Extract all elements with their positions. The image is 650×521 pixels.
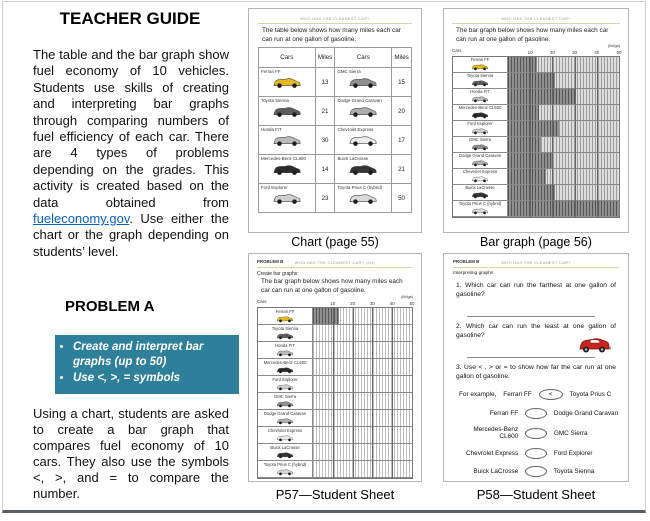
comparison-pair-row (453, 408, 619, 419)
pair-right-car: GMC Sierra (553, 429, 588, 437)
example-prefix: For example, (459, 391, 497, 399)
worksheet-running-head: WHO HAS THE CLEANEST CAR? (501, 260, 571, 265)
bar-row (258, 444, 412, 461)
bar-row (453, 153, 619, 169)
bar (313, 308, 339, 324)
car-cell: GMC Sierra (335, 68, 392, 97)
comparison-pair-row (453, 426, 619, 440)
worksheet-topbar (258, 15, 412, 22)
fueleconomy-link[interactable]: fueleconomy.gov (33, 211, 130, 227)
comparison-pairs-list (453, 408, 619, 478)
car-icon (276, 417, 294, 425)
example-left-car: Ferrari FF (503, 391, 532, 399)
bar-graph-blank (257, 307, 413, 479)
worksheet-running-head: WHO HAS THE CLEANEST CAR? (2/4) (294, 260, 376, 265)
bar-cell (313, 393, 412, 409)
bar-row (258, 461, 412, 478)
car-icon (471, 63, 489, 71)
problem-a-skills-box (55, 335, 239, 394)
problem-label: PROBLEM B (453, 259, 480, 264)
bar-row (258, 427, 412, 444)
guide-intro-text-after: . Use either the chart or the graph depending on students’ level. (33, 211, 229, 259)
car-cell: Ferrari FF (259, 68, 316, 97)
x-axis-unit-label: (Mi/ga) (401, 295, 413, 300)
bar-row (453, 57, 619, 73)
header-rule (258, 23, 412, 24)
x-axis-tick: 20 (549, 50, 555, 56)
car-icon (471, 175, 489, 183)
pair-left-car: Ferrari FF (489, 409, 519, 417)
bar-row-label: Mercedes-Benz CL600 (258, 359, 313, 375)
red-car-clipart (577, 336, 611, 358)
car-cell: Dodge Grand Caravan (335, 97, 392, 126)
car-cell: Ford Explorer (259, 184, 316, 213)
slide-page (2, 1, 646, 513)
bar-row-label: Chevrolet Express (258, 427, 313, 443)
table-row (259, 126, 412, 155)
column-header: Miles (392, 48, 412, 68)
x-axis-tick: 40 (389, 301, 395, 307)
bar (508, 137, 541, 152)
caption-p58: P58—Student Sheet (476, 487, 596, 502)
bar (508, 185, 555, 200)
bar-row-label: Toyota Prius C (hybrid) (453, 201, 508, 216)
skills-list (57, 340, 234, 387)
car-cell: Buick LaCrosse (335, 155, 392, 184)
bar-cell (313, 308, 412, 324)
bar-row-label: Toyota Prius C (hybrid) (258, 461, 313, 477)
table-row (259, 184, 412, 213)
bar-cell (313, 342, 412, 358)
thumbnail-p58-student-sheet (443, 253, 629, 482)
example-symbol-oval: < (539, 389, 563, 400)
skill-item: • Create and interpret bar graphs (up to 50) (73, 340, 234, 370)
guide-intro-text-before: The table and the bar graph show fuel economy of 10 vehicles. Students use skills of creating and interpreting bar graphs through comparing numbers of fuel efficiency of each car. There are 4 types of problems depending on the grades. This activity is created based on the data obtained from (33, 47, 229, 210)
graph-axis-header (257, 295, 415, 307)
bar-row (258, 359, 412, 376)
bar-cell (508, 169, 619, 184)
car-icon (272, 192, 302, 205)
bar-cell (313, 427, 412, 443)
task-label: Create bar graphs: (257, 271, 299, 277)
worksheet-running-head: WHO HAS THE CLEANEST CAR? (300, 16, 370, 21)
car-icon (272, 105, 302, 118)
answer-oval (525, 448, 547, 459)
car-icon (272, 163, 302, 176)
x-axis-tick: 50 (616, 50, 622, 56)
bar (508, 169, 546, 184)
question-3: 3. Use < , > or = to show how far the car run at one gallon of gasoline. (456, 363, 616, 380)
car-icon (471, 143, 489, 151)
bar-row (453, 185, 619, 201)
bar-row-label: Dodge Grand Caravan (453, 153, 508, 168)
car-icon (471, 95, 489, 103)
car-cell: Toyota Sienna (259, 97, 316, 126)
bar-row-label: Ferrari FF (453, 57, 508, 72)
miles-cell: 21 (392, 155, 412, 184)
car-icon (276, 349, 294, 357)
car-icon (276, 332, 294, 340)
problem-a-heading: PROBLEM A (65, 298, 155, 315)
bar (508, 89, 575, 104)
header-rule (257, 267, 413, 268)
car-icon (471, 111, 489, 119)
car-icon (471, 127, 489, 135)
bar-row-label: GMC Sierra (258, 393, 313, 409)
pair-right-car: Ford Explorer (553, 449, 593, 457)
bar-cell (508, 137, 619, 152)
miles-cell: 15 (392, 68, 412, 97)
column-header: Cars (335, 48, 392, 68)
car-icon (348, 134, 378, 147)
car-icon (276, 434, 294, 442)
bar-cell (508, 57, 619, 72)
car-icon (272, 134, 302, 147)
pair-right-car: Toyota Sienna (553, 468, 595, 476)
header-rule (452, 23, 620, 24)
bar-row-label: GMC Sierra (453, 137, 508, 152)
comparison-pair-row (453, 466, 619, 477)
car-icon (348, 76, 378, 89)
graph-intro-text: The bar graph below shows how many miles each car can run at one gallon of gasoline. (261, 278, 403, 294)
bar-row-label: Honda FIT (258, 342, 313, 358)
graph-intro-text: The bar graph below shows how many miles each car can run at one gallon of gasoline. (456, 27, 609, 43)
car-icon (276, 468, 294, 476)
worksheet-topbar (453, 259, 619, 266)
y-axis-label: Cars (452, 48, 462, 54)
thumbnail-bargraph-page56 (443, 8, 629, 233)
car-cell: Mercedes-Benz CL600 (259, 155, 316, 184)
miles-cell: 21 (315, 97, 335, 126)
bar-row (258, 325, 412, 342)
bar-row (453, 137, 619, 153)
guide-intro-paragraph (33, 47, 229, 260)
car-cell: Chevrolet Express (335, 126, 392, 155)
table-row (259, 97, 412, 126)
car-cell: Honda FIT (259, 126, 316, 155)
bar-graph-filled (452, 56, 620, 218)
example-comparison (459, 389, 617, 400)
car-icon (276, 366, 294, 374)
bar-row-label: Ford Explorer (258, 376, 313, 392)
pair-right-car: Dodge Grand Caravan (553, 409, 619, 417)
x-axis-tick: 10 (330, 301, 336, 307)
bar-row (453, 73, 619, 89)
car-cell: Toyota Prius C (hybrid) (335, 184, 392, 213)
x-axis-tick: 30 (572, 50, 578, 56)
table-row (259, 68, 412, 97)
bar-row-label: Buick LaCrosse (453, 185, 508, 200)
page-title: TEACHER GUIDE (59, 9, 201, 28)
bar-cell (508, 153, 619, 168)
bar-row-label: Ford Explorer (453, 121, 508, 136)
bar-row-label: Honda FIT (453, 89, 508, 104)
skill-item: • Use <, >, = symbols (73, 371, 234, 386)
bar-cell (313, 325, 412, 341)
miles-cell: 20 (392, 97, 412, 126)
caption-chart: Chart (page 55) (291, 235, 379, 249)
bar-row (258, 393, 412, 410)
table-row (259, 155, 412, 184)
bar-cell (313, 410, 412, 426)
car-icon (276, 400, 294, 408)
y-axis-label: Cars (257, 299, 267, 305)
bar (508, 121, 559, 136)
graph-axis-header (452, 44, 622, 56)
car-icon (272, 76, 302, 89)
answer-oval (525, 466, 547, 477)
task-label: Interpreting graphs (453, 271, 494, 276)
answer-oval (525, 428, 547, 439)
bar-row-label: Toyota Sienna (258, 325, 313, 341)
column-header: Cars (259, 48, 316, 68)
bar-cell (508, 105, 619, 120)
worksheet-topbar (257, 259, 413, 266)
bar-row (258, 410, 412, 427)
miles-cell: 17 (392, 126, 412, 155)
bar-row (453, 89, 619, 105)
thumbnail-chart-page55 (248, 8, 422, 233)
caption-p57: P57—Student Sheet (275, 487, 395, 502)
bar-row (258, 342, 412, 359)
bar-row-label: Ferrari FF (258, 308, 313, 324)
bar-row-label: Toyota Sienna (453, 73, 508, 88)
car-icon (348, 163, 378, 176)
x-axis-tick: 10 (527, 50, 533, 56)
bar (508, 153, 552, 168)
car-icon (348, 192, 378, 205)
chart-intro-text: The table below shows how many miles each car can run at one gallon of gasoline. (262, 27, 401, 43)
miles-cell: 30 (315, 126, 335, 155)
bar (508, 73, 555, 88)
x-axis-tick: 40 (594, 50, 600, 56)
answer-blank-2 (467, 348, 595, 358)
caption-bargraph: Bar graph (page 56) (480, 235, 592, 249)
bar-row (258, 376, 412, 393)
car-icon (471, 207, 489, 215)
answer-blank-1 (467, 307, 595, 317)
miles-cell: 23 (315, 184, 335, 213)
bar (508, 105, 539, 120)
question-2: 2. Which car can run the least at one gallon of gasoline? (456, 322, 616, 340)
car-icon (471, 191, 489, 199)
bar-cell (313, 444, 412, 460)
comparison-pair-row (453, 448, 619, 459)
x-axis-tick: 50 (409, 301, 415, 307)
bar-row (453, 201, 619, 217)
answer-oval (525, 408, 547, 419)
miles-cell: 13 (315, 68, 335, 97)
problem-label: PROBLEM B (257, 259, 284, 264)
bar-row-label: Dodge Grand Caravan (258, 410, 313, 426)
car-icon (276, 383, 294, 391)
bar-cell (313, 376, 412, 392)
car-icon (276, 451, 294, 459)
bar-row-label: Buick LaCrosse (258, 444, 313, 460)
pair-left-car: Chevrolet Express (465, 449, 519, 457)
worksheet-topbar (452, 15, 620, 22)
bar (508, 201, 619, 216)
car-icon (276, 315, 294, 323)
bar-cell (508, 185, 619, 200)
car-icon (471, 79, 489, 87)
bar-cell (508, 89, 619, 104)
bar-cell (508, 121, 619, 136)
worksheet-running-head: WHO HAS THE CLEANEST CAR? (501, 16, 571, 21)
bar-row (453, 121, 619, 137)
bar-cell (313, 461, 412, 477)
x-axis-tick: 20 (350, 301, 356, 307)
bar-row (453, 169, 619, 185)
x-axis-tick: 30 (369, 301, 375, 307)
pair-left-car: Mercedes-Benz CL600 (473, 426, 519, 441)
miles-cell: 14 (315, 155, 335, 184)
bar-row (258, 308, 412, 325)
problem-a-description: Using a chart, students are asked to create a bar graph that compares fuel economy of 10 cars. They also use the symbols <, >, and = to compare the number. (33, 406, 229, 501)
thumbnail-p57-student-sheet (248, 253, 422, 482)
bar-row-label: Chevrolet Express (453, 169, 508, 184)
x-axis-unit-label: (Mi/ga) (608, 44, 620, 49)
bar-row-label: Mercedes-Benz CL600 (453, 105, 508, 120)
bar (508, 57, 537, 72)
column-header: Miles (315, 48, 335, 68)
bar-cell (508, 73, 619, 88)
fuel-economy-table (258, 47, 412, 213)
example-right-car: Toyota Prius C (569, 391, 612, 399)
bar-row (453, 105, 619, 121)
pair-left-car: Buick LaCrosse (473, 468, 519, 476)
car-icon (348, 105, 378, 118)
miles-cell: 50 (392, 184, 412, 213)
car-icon (471, 159, 489, 167)
bar-cell (313, 359, 412, 375)
bar-cell (508, 201, 619, 216)
question-1: 1. Which car can run the farthest at one gallon of gasoline? (456, 282, 616, 299)
header-rule (453, 267, 619, 268)
table-header-row (259, 48, 412, 68)
